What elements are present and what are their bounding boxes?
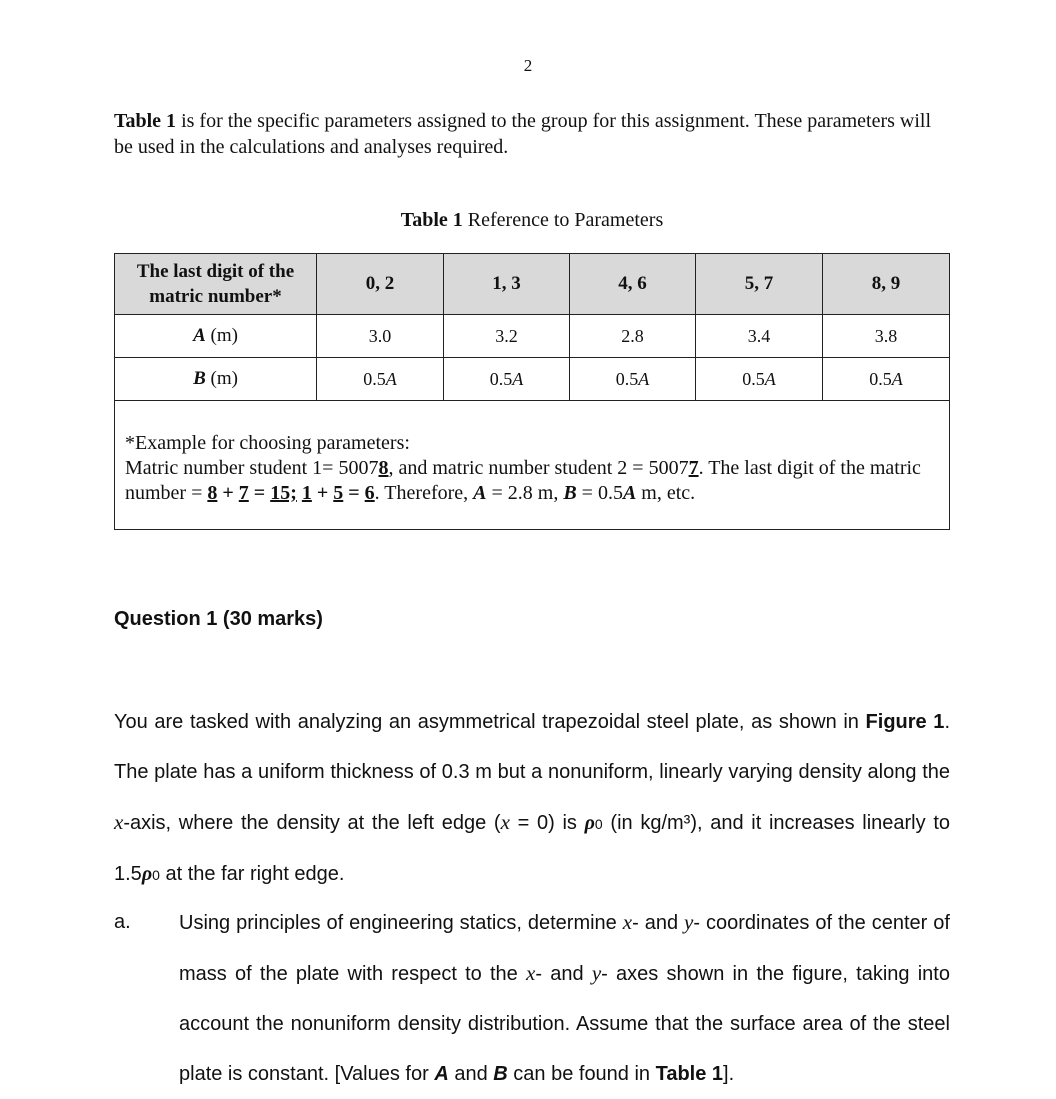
item-a-text: Using principles of engineering statics, determine x- and y- coordinates of the center of mass of the plate with respect to the x- and y- axes shown in the figure, taking into account the nonuniform density distribution. Assume that the surface area of the steel plate is constant. [Values for A and B can be found in Table 1]. — [179, 910, 950, 1085]
table-cell: 3.4 — [696, 315, 823, 358]
parameters-table — [114, 253, 950, 530]
caption-label: Table 1 — [400, 209, 463, 231]
row-label-b: B (m) — [115, 358, 317, 401]
column-header: 8, 9 — [823, 254, 950, 315]
page-number: 2 — [523, 56, 533, 75]
table-cell: 0.5A — [444, 358, 570, 401]
note-body: Matric number student 1= 50078, and matric number student 2 = 50077. The last digit of the matric number = 8 + 7 = 15; 1 + 5 = 6. Therefore, A = 2.8 m, B = 0.5A m, etc. — [125, 457, 921, 504]
column-header: 1, 3 — [444, 254, 570, 315]
table-row-a — [115, 315, 950, 358]
item-a-label: a. — [114, 911, 131, 933]
header-label: The last digit of the matric number* — [115, 254, 317, 315]
table-cell: 0.5A — [570, 358, 696, 401]
table-row-b — [115, 358, 950, 401]
caption-text: Reference to Parameters — [462, 209, 664, 231]
table-cell: 2.8 — [570, 315, 696, 358]
intro-text: is for the specific parameters assigned to the group for this assignment. These parameters will be used in the calculations and analyses required. — [114, 110, 932, 158]
table-cell: 3.2 — [444, 315, 570, 358]
table-note-row — [115, 401, 950, 530]
column-header: 4, 6 — [570, 254, 696, 315]
column-header: 5, 7 — [696, 254, 823, 315]
note-heading: *Example for choosing parameters: — [125, 432, 410, 454]
question-paragraph: You are tasked with analyzing an asymmetrical trapezoidal steel plate, as shown in Figure 1. The plate has a uniform thickness of 0.3 m but a nonuniform, linearly varying density along the x-axis, where the density at the left edge (x = 0) is ρ0 (in kg/m³), and it increases linearly to 1.5ρ0 at the far right edge. — [114, 711, 951, 885]
table-cell: 0.5A — [823, 358, 950, 401]
column-header: 0, 2 — [317, 254, 444, 315]
intro-paragraph — [114, 108, 950, 160]
table-note — [115, 401, 950, 530]
row-label-a: A (m) — [115, 315, 317, 358]
question-heading: Question 1 (30 marks) — [114, 608, 323, 630]
table-cell: 3.8 — [823, 315, 950, 358]
table-cell: 0.5A — [696, 358, 823, 401]
table-header-row — [115, 254, 950, 315]
table-cell: 3.0 — [317, 315, 444, 358]
table-caption — [114, 209, 950, 232]
table-cell: 0.5A — [317, 358, 444, 401]
intro-table-ref: Table 1 — [114, 110, 177, 132]
